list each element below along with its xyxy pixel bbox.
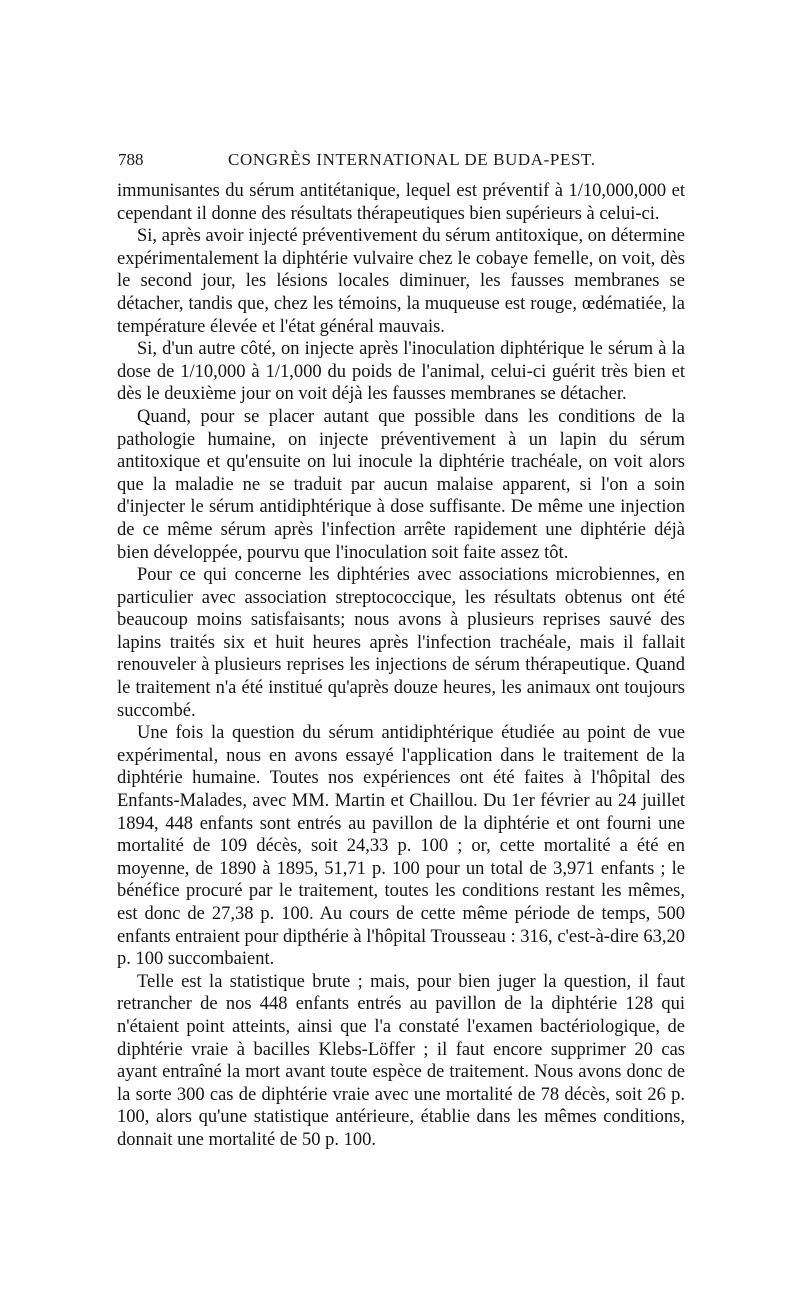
running-title: CONGRÈS INTERNATIONAL DE BUDA-PEST. — [228, 150, 596, 169]
page-header — [118, 150, 684, 174]
paragraph-microbial-associations: Pour ce qui concerne les diphtéries avec associations microbiennes, en particulier avec association streptococcique, les résultats obtenus ont été beaucoup moins satisfaisants; nous avons à plusieurs reprises sauvé des lapins traités six et huit heures après l'infection trachéale, mais il fallait renouveler à plusieurs reprises les injections de sérum thérapeutique. Quand le traitement n'a été institué qu'après douze heures, les animaux ont toujours succombé. — [117, 565, 685, 721]
paragraph-post-inoculation: Si, d'un autre côté, on injecte après l'inoculation diphtérique le sérum à la dose de 1/10,000 à 1/1,000 du poids de l'animal, celui-ci guérit très bien et dès le deuxième jour on voit déjà les fausses membranes se détacher. — [117, 339, 685, 405]
paragraph-statistics: Telle est la statistique brute ; mais, pour bien juger la question, il faut retrancher de nos 448 enfants entrés au pavillon de la diphtérie 128 qui n'étaient point atteints, ainsi que l'a constaté l'examen bactériologique, de diphtérie vraie à bacilles Klebs-Löffer ; il faut encore supprimer 20 cas ayant entraîné la mort avant toute espèce de traitement. Nous avons donc de la sorte 300 cas de diphtérie vraie avec une mortalité de 78 décès, soit 26 p. 100, alors qu'une statistique antérieure, établie dans les mêmes conditions, donnait une mortalité de 50 p. 100. — [117, 971, 685, 1150]
paragraph-tracheal-diphtheria: Quand, pour se placer autant que possible dans les conditions de la pathologie humaine, on injecte préventivement à un lapin du sérum antitoxique et qu'ensuite on lui inocule la diphtérie trachéale, on voit alors que la maladie ne se traduit par aucun malaise apparent, si l'on a soin d'injecter le sérum antidiphtérique à dose suffisante. De même une injection de ce même sérum après l'infection arrête rapidement une diphtérie déjà bien développée, pourvu que l'inoculation soit faite assez tôt. — [117, 406, 685, 563]
body-text — [117, 180, 685, 1152]
paragraph-continuation: immunisantes du sérum antitétanique, lequel est préventif à 1/10,000,000 et cependant il donne des résultats thérapeutiques bien supérieurs à celui-ci. — [117, 181, 685, 224]
paragraph-vulvar-diphtheria: Si, après avoir injecté préventivement du sérum antitoxique, on détermine expérimentalement la diphtérie vulvaire chez le cobaye femelle, on voit, dès le second jour, les lésions locales diminuer, les fausses membranes se détacher, tandis que, chez les témoins, la muqueuse est rouge, œdématiée, la température élevée et l'état général mauvais. — [117, 226, 685, 337]
page-number: 788 — [118, 150, 144, 169]
paragraph-human-diphtheria: Une fois la question du sérum antidiphtérique étudiée au point de vue expérimental, nous en avons essayé l'application dans le traitement de la diphtérie humaine. Toutes nos expériences ont été faites à l'hôpital des Enfants-Malades, avec MM. Martin et Chaillou. Du 1er février au 24 juillet 1894, 448 enfants sont entrés au pavillon de la diphtérie et ont fourni une mortalité de 109 décès, soit 24,33 p. 100 ; or, cette mortalité a été en moyenne, de 1890 à 1895, 51,71 p. 100 pour un total de 3,971 enfants ; le bénéfice procuré par le traitement, toutes les conditions restant les mêmes, est donc de 27,38 p. 100. Au cours de cette même période de temps, 500 enfants entraient pour dipthérie à l'hôpital Trousseau : 316, c'est-à-dire 63,20 p. 100 succombaient. — [117, 723, 685, 970]
